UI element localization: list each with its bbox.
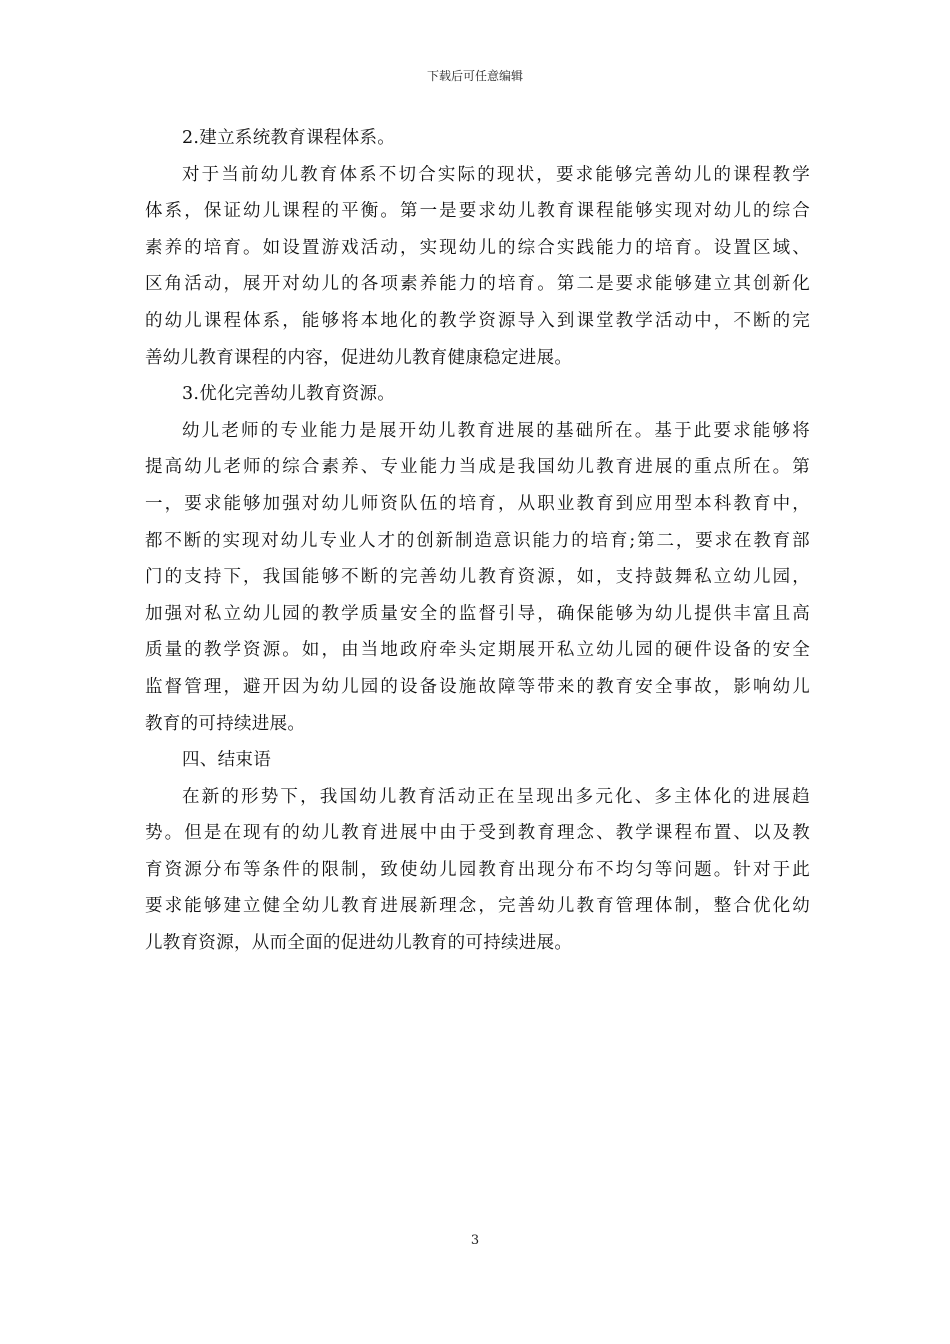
- paragraph-line: 善幼儿教育课程的内容，促进幼儿教育健康稳定进展。: [145, 347, 573, 368]
- paragraph-line: 一，要求能够加强对幼儿师资队伍的培育，从职业教育到应用型本科教育中，: [145, 493, 810, 514]
- section-heading: 四、结束语: [182, 750, 271, 771]
- paragraph-line: 在新的形势下，我国幼儿教育活动正在呈现出多元化、多主体化的进展趋: [182, 786, 810, 807]
- paragraph-line: 质量的教学资源。如，由当地政府牵头定期展开私立幼儿园的硬件设备的安全: [145, 640, 810, 661]
- paragraph-line: 区角活动，展开对幼儿的各项素养能力的培育。第二是要求能够建立其创新化: [145, 274, 810, 295]
- paragraph-line: 门的支持下，我国能够不断的完善幼儿教育资源，如，支持鼓舞私立幼儿园，: [145, 567, 810, 588]
- paragraph-line: 幼儿老师的专业能力是展开幼儿教育进展的基础所在。基于此要求能够将: [182, 420, 810, 441]
- paragraph-line: 要求能够建立健全幼儿教育进展新理念，完善幼儿教育管理体制，整合优化幼: [145, 896, 810, 917]
- paragraph-line: 提高幼儿老师的综合素养、专业能力当成是我国幼儿教育进展的重点所在。第: [145, 457, 810, 478]
- paragraph-line: 势。但是在现有的幼儿教育进展中由于受到教育理念、教学课程布置、以及教: [145, 823, 810, 844]
- paragraph-line: 加强对私立幼儿园的教学质量安全的监督引导，确保能够为幼儿提供丰富且高: [145, 603, 810, 624]
- section-heading: 2.建立系统教育课程体系。: [182, 128, 396, 148]
- paragraph-line: 监督管理，避开因为幼儿园的设备设施故障等带来的教育安全事故，影响幼儿: [145, 676, 810, 697]
- paragraph-line: 素养的培育。如设置游戏活动，实现幼儿的综合实践能力的培育。设置区域、: [145, 237, 810, 258]
- page-header: 下载后可任意编辑: [426, 69, 523, 83]
- paragraph-line: 体系，保证幼儿课程的平衡。第一是要求幼儿教育课程能够实现对幼儿的综合: [145, 201, 810, 222]
- paragraph-line: 教育的可持续进展。: [145, 713, 306, 734]
- section-heading: 3.优化完善幼儿教育资源。: [182, 384, 396, 405]
- document-body: [145, 120, 810, 962]
- paragraph-line: 育资源分布等条件的限制，致使幼儿园教育出现分布不均匀等问题。针对于此: [145, 859, 810, 880]
- paragraph-line: 都不断的实现对幼儿专业人才的创新制造意识能力的培育;第二，要求在教育部: [145, 530, 810, 551]
- page-number: 3: [470, 1233, 480, 1248]
- paragraph-line: 儿教育资源，从而全面的促进幼儿教育的可持续进展。: [145, 933, 573, 954]
- paragraph-line: 对于当前幼儿教育体系不切合实际的现状，要求能够完善幼儿的课程教学: [182, 164, 810, 185]
- paragraph-line: 的幼儿课程体系，能够将本地化的教学资源导入到课堂教学活动中，不断的完: [145, 310, 810, 331]
